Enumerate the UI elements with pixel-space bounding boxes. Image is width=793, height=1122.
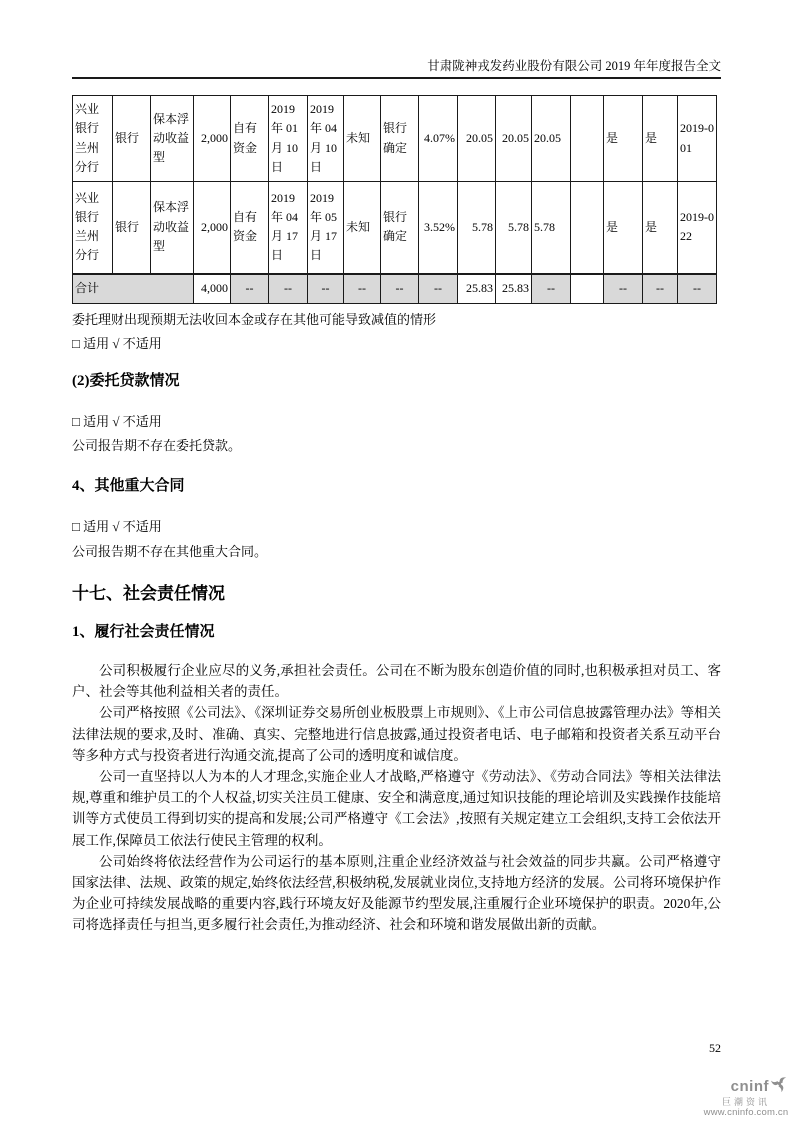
table-cell: 银行确定 [381, 96, 419, 182]
table-cell: 兴业银行兰州分行 [73, 96, 113, 182]
report-header-title: 甘肃陇神戎发药业股份有限公司 2019 年年度报告全文 [427, 59, 721, 73]
table-cell: 2019-001 [678, 96, 717, 182]
csr-paragraph: 公司一直坚持以人为本的人才理念,实施企业人才战略,严格遵守《劳动法》、《劳动合同法》等相关法律法规,尊重和维护员工的个人权益,切实关注员工健康、安全和满意度,通过知识技能的理论培训及实践操作技能培训等方式使员工得到切实的提高和发展;公司严格遵守《工会法》,按照有关规定建立工会组织,支持工会依法开展工作,保障员工依法行使民主管理的权利。 [72, 769, 721, 848]
table-cell: -- [678, 274, 717, 304]
table-cell: 2,000 [194, 96, 231, 182]
entrusted-loans-note: 公司报告期不存在委托贷款。 [72, 438, 242, 453]
table-cell: 银行 [113, 182, 151, 274]
table-cell: 是 [643, 96, 678, 182]
table-cell: 5.78 [532, 182, 571, 274]
table-total-row [73, 274, 717, 304]
table-cell: 保本浮动收益型 [151, 182, 194, 274]
cninfo-logo [703, 1075, 789, 1118]
table-cell: 是 [643, 182, 678, 274]
other-contracts-note: 公司报告期不存在其他重大合同。 [72, 544, 268, 559]
table-cell: 未知 [344, 182, 381, 274]
table-cell: 自有资金 [231, 96, 269, 182]
csr-chapter-heading: 十七、社会责任情况 [72, 584, 225, 603]
table-row [73, 182, 717, 274]
table-cell: 未知 [344, 96, 381, 182]
table-cell: 25.83 [496, 274, 532, 304]
csr-paragraph: 公司始终将依法经营作为公司运行的基本原则,注重企业经济效益与社会效益的同步共赢。公司严格遵守国家法律、法规、政策的规定,始终依法经营,积极纳税,发展就业岗位,支持地方经济的发展。公司将环境保护作为企业可持续发展战略的重要内容,践行环境友好及能源节约型发展,注重履行企业环境保护的职责。2020年,公司将选择责任与担当,更多履行社会责任,为推动经济、社会和环境和谐发展做出新的贡献。 [72, 853, 721, 933]
table-cell: 20.05 [496, 96, 532, 182]
table-cell: 是 [604, 182, 643, 274]
impairment-note: 委托理财出现预期无法收回本金或存在其他可能导致减值的情形 [72, 312, 437, 327]
table-cell: -- [231, 274, 269, 304]
table-cell: 是 [604, 96, 643, 182]
csr-paragraphs [72, 660, 721, 936]
applicability-line-1: □ 适用 √ 不适用 [72, 336, 162, 351]
table-cell: 保本浮动收益型 [151, 96, 194, 182]
entrusted-table-body [73, 96, 717, 304]
csr-sub-heading: 1、履行社会责任情况 [72, 624, 215, 640]
table-cell: -- [344, 274, 381, 304]
table-cell: 2019 年 01 月 10 日 [269, 96, 308, 182]
table-total-label: 合计 [73, 274, 194, 304]
csr-paragraph: 公司积极履行企业应尽的义务,承担社会责任。公司在不断为股东创造价值的同时,也积极承担对员工、客户、社会等其他利益相关者的责任。 [72, 663, 721, 700]
table-cell: 5.78 [458, 182, 496, 274]
table-cell: -- [269, 274, 308, 304]
table-cell: 5.78 [496, 182, 532, 274]
table-cell [571, 274, 604, 304]
table-cell: 4.07% [419, 96, 458, 182]
table-cell: 兴业银行兰州分行 [73, 182, 113, 274]
table-cell: -- [532, 274, 571, 304]
entrusted-wealth-table [72, 95, 717, 304]
cninfo-logo-row [703, 1075, 789, 1097]
table-cell: 银行 [113, 96, 151, 182]
table-cell: -- [643, 274, 678, 304]
table-cell: -- [308, 274, 344, 304]
table-cell [571, 182, 604, 274]
applicability-line-2: □ 适用 √ 不适用 [72, 414, 162, 429]
table-cell: -- [604, 274, 643, 304]
table-cell: 25.83 [458, 274, 496, 304]
table-cell: 20.05 [458, 96, 496, 182]
table-cell: -- [381, 274, 419, 304]
table-cell: 自有资金 [231, 182, 269, 274]
table-cell: 3.52% [419, 182, 458, 274]
table-cell: 银行确定 [381, 182, 419, 274]
report-header [72, 58, 721, 79]
table-cell: 4,000 [194, 274, 231, 304]
table-row [73, 96, 717, 182]
cninfo-logo-cn: 巨潮资讯 [721, 1097, 770, 1107]
applicability-line-3: □ 适用 √ 不适用 [72, 519, 162, 534]
table-cell: 2019-022 [678, 182, 717, 274]
entrusted-loans-heading: (2)委托贷款情况 [72, 373, 180, 389]
table-cell: 2019 年 04 月 17 日 [269, 182, 308, 274]
table-cell: 20.05 [532, 96, 571, 182]
table-cell: 2019 年 05 月 17 日 [308, 182, 344, 274]
cninfo-logo-icon [770, 1075, 789, 1097]
table-cell: 2019 年 04 月 10 日 [308, 96, 344, 182]
csr-paragraph: 公司严格按照《公司法》、《深圳证券交易所创业板股票上市规则》、《上市公司信息披露管理办法》等相关法律法规的要求,及时、准确、真实、完整地进行信息披露,通过投资者电话、电子邮箱和投资者关系互动平台等多种方式与投资者进行沟通交流,提高了公司的透明度和诚信度。 [72, 705, 721, 763]
cninfo-logo-text: cninf [730, 1077, 769, 1095]
table-cell [571, 96, 604, 182]
other-contracts-heading: 4、其他重大合同 [72, 478, 185, 494]
table-cell: 2,000 [194, 182, 231, 274]
table-cell: -- [419, 274, 458, 304]
page-number: 52 [709, 1041, 721, 1055]
cninfo-logo-url: www.cninfo.com.cn [703, 1107, 789, 1118]
